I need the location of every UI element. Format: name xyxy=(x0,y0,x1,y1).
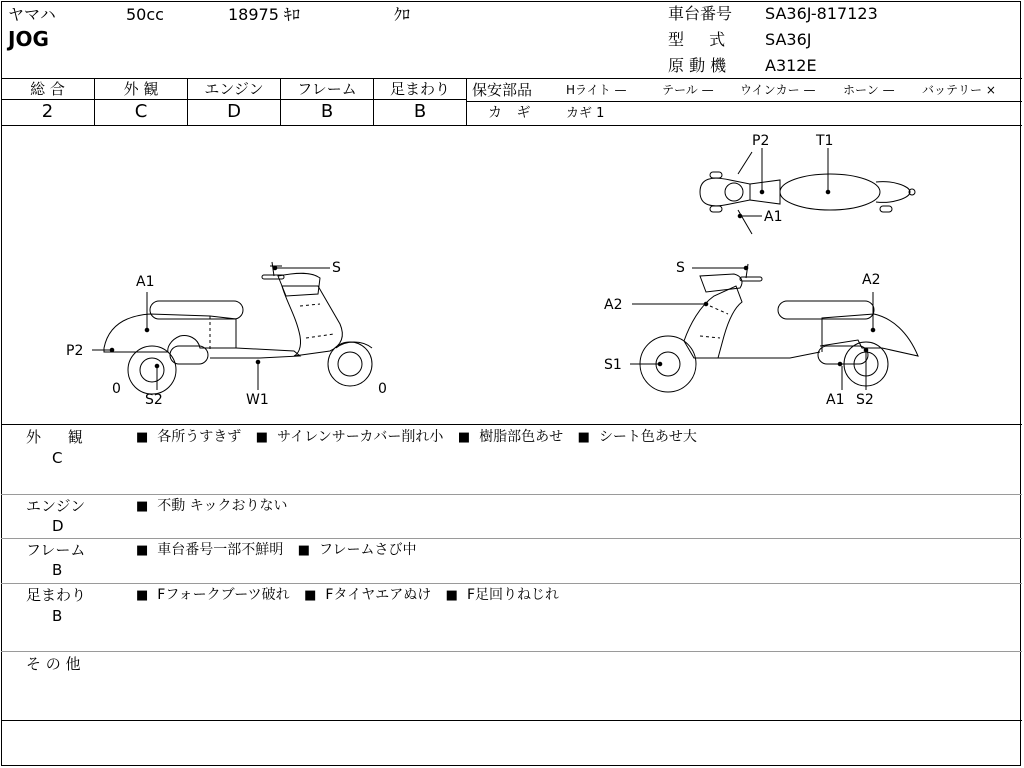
safety-label: 保安部品 xyxy=(472,81,533,99)
grade-header-suspension: 足まわり xyxy=(389,80,450,98)
remark-item: ■ 不動 キックおりない xyxy=(136,498,287,514)
top-view xyxy=(700,148,915,234)
remark-item: ■ 各所うすきず xyxy=(136,429,241,445)
remark-category-engine: エンジン xyxy=(26,497,86,515)
remark-category-suspension: 足まわり xyxy=(26,586,87,604)
grade-frame: B xyxy=(320,101,334,122)
remark-item: ■ サイレンサーカバー削れ小 xyxy=(256,429,444,445)
label-left-a1: A1 xyxy=(136,274,155,290)
displacement: 50cc xyxy=(126,5,164,24)
key-label: カ ギ xyxy=(488,105,531,121)
grade-exterior: C xyxy=(134,101,148,122)
frame-no-label: 車台番号 xyxy=(668,4,733,23)
remark-category-frame: フレーム xyxy=(26,541,86,559)
grade-header-exterior: 外 観 xyxy=(123,80,159,98)
maker: ヤマハ xyxy=(8,5,56,24)
label-left-p2: P2 xyxy=(66,343,84,359)
remark-grade-engine: D xyxy=(52,517,64,535)
grade-overall: 2 xyxy=(41,101,54,122)
label-right-zero: 0 xyxy=(378,381,387,397)
label-left-s2: S2 xyxy=(145,392,163,408)
label-right-s1: S1 xyxy=(604,357,622,373)
safety-item-headlight: Hライト — xyxy=(566,83,627,97)
frame-no: SA36J-817123 xyxy=(765,4,878,23)
remark-list-engine xyxy=(136,498,287,515)
left-side-view xyxy=(92,262,372,394)
label-right-s: S xyxy=(676,260,685,276)
grade-suspension: B xyxy=(413,101,427,122)
safety-item-tail: テール — xyxy=(662,83,714,97)
type-value: SA36J xyxy=(765,30,812,49)
remark-list-suspension xyxy=(136,587,559,604)
remark-grade-suspension: B xyxy=(52,607,63,625)
label-right-a2-front: A2 xyxy=(604,297,623,313)
label-left-zero: 0 xyxy=(112,381,121,397)
label-right-a2-rear: A2 xyxy=(862,272,881,288)
remark-category-exterior: 外 観 xyxy=(26,428,83,446)
label-right-a1: A1 xyxy=(826,392,845,408)
remark-item: ■ フレームさび中 xyxy=(298,542,417,558)
color: ｸﾛ xyxy=(394,5,411,24)
remark-item: ■ 樹脂部色あせ xyxy=(458,429,563,445)
label-top-a1: A1 xyxy=(764,209,783,225)
label-left-w1: W1 xyxy=(246,392,269,408)
grade-header-overall: 総 合 xyxy=(30,80,65,98)
label-right-s2: S2 xyxy=(856,392,874,408)
label-left-s: S xyxy=(332,260,341,276)
engine-value: A312E xyxy=(765,56,817,75)
remark-item: ■ 車台番号一部不鮮明 xyxy=(136,542,283,558)
type-label: 型 式 xyxy=(668,30,726,49)
grade-header-frame: フレーム xyxy=(297,80,357,98)
remark-list-exterior xyxy=(136,429,697,446)
safety-item-horn: ホーン — xyxy=(843,83,895,97)
mileage: 18975 ｷﾛ xyxy=(228,5,300,24)
engine-label: 原 動 機 xyxy=(668,56,727,75)
model-name: JOG xyxy=(8,27,49,51)
remark-grade-frame: B xyxy=(52,561,63,579)
remark-item: ■ Fフォークブーツ破れ xyxy=(136,587,290,603)
scooter-diagram xyxy=(0,126,1024,424)
safety-item-winker: ウインカー — xyxy=(740,83,816,97)
grade-engine: D xyxy=(227,101,241,122)
label-top-p2: P2 xyxy=(752,133,770,149)
remark-grade-exterior: C xyxy=(52,449,63,467)
grade-header-engine: エンジン xyxy=(204,80,264,98)
remark-item: ■ F足回りねじれ xyxy=(446,587,559,603)
label-top-t1: T1 xyxy=(816,133,834,149)
remark-item: ■ Fタイヤエアぬけ xyxy=(304,587,431,603)
remark-category-other: そ の 他 xyxy=(26,655,81,673)
remark-list-frame xyxy=(136,542,417,559)
key-value: カギ 1 xyxy=(566,106,605,121)
remark-item: ■ シート色あせ大 xyxy=(578,429,697,445)
safety-item-battery: バッテリー × xyxy=(922,83,996,97)
